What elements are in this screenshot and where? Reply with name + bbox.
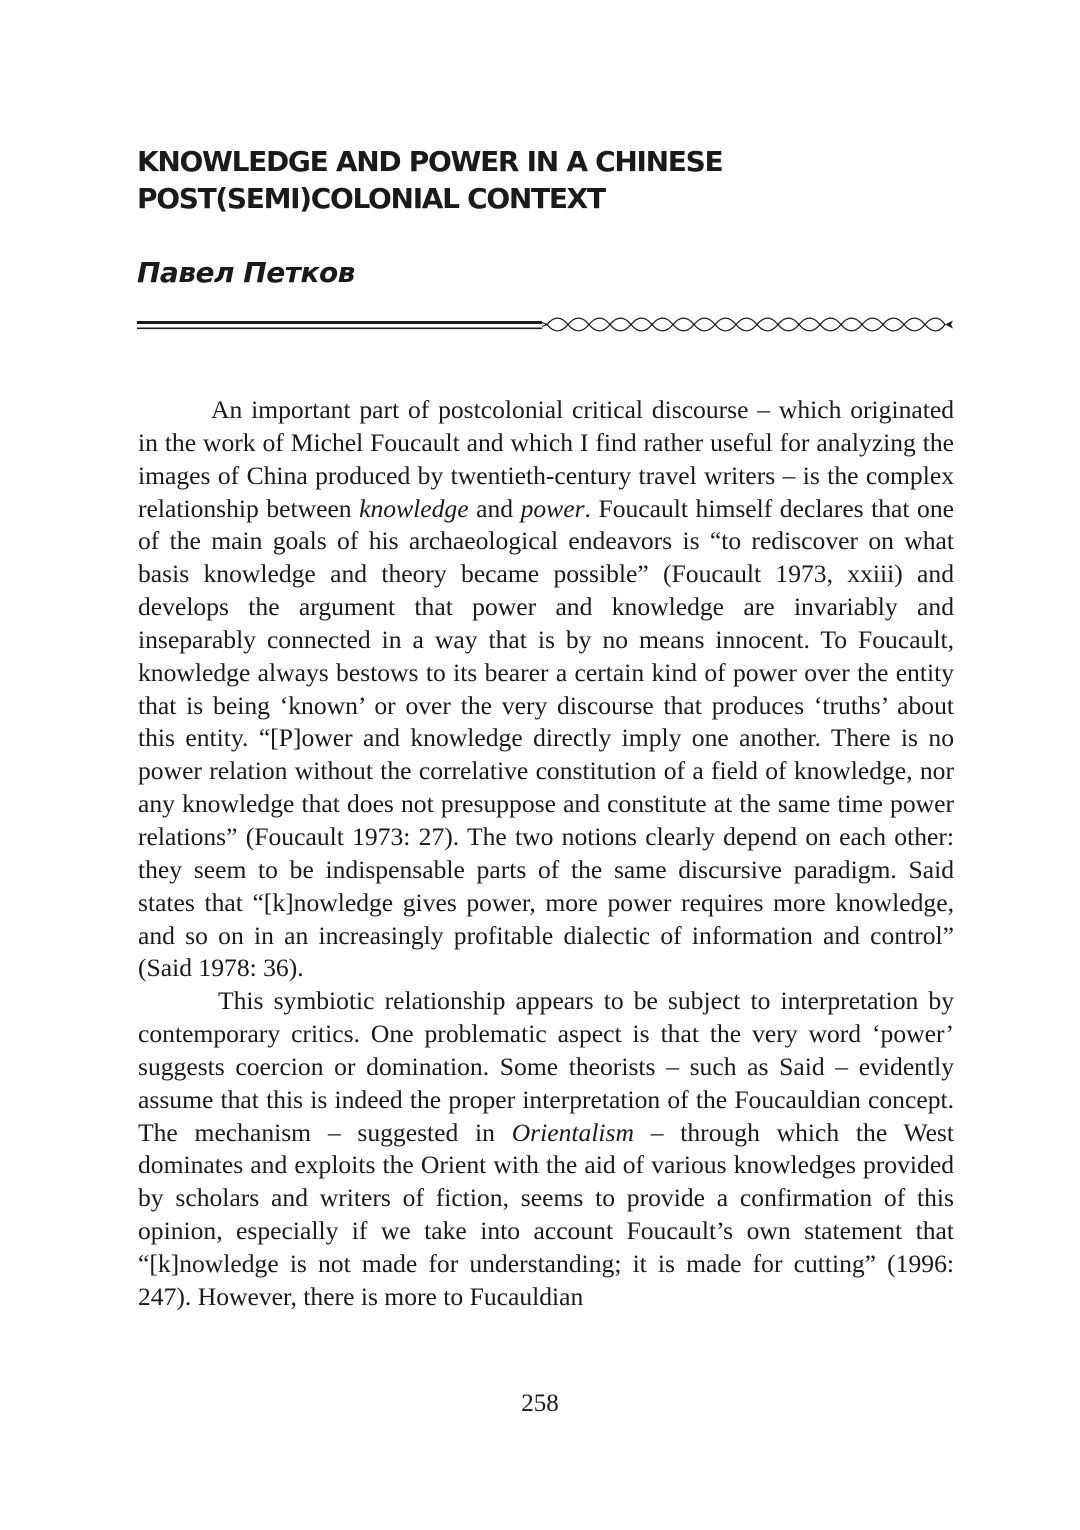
article-title: [137, 143, 957, 217]
emphasis-orientalism: Orientalism: [511, 1117, 634, 1147]
page-number: 258: [521, 1390, 559, 1417]
body-paragraph-1: An important part of postcolonial critical discourse – which originated in the work of Michel Foucault and which I find rather useful for analyzing the images of China produced by twentieth-century travel writers – is the complex relationship between knowledge and power. Foucault himself declares that one of the main goals of his archaeological endeavors is “to rediscover on what basis knowledge and theory became possible” (Foucault 1973, xxiii) and develops the argument that power and knowledge are invariably and inseparably connected in a way that is by no means innocent. To Foucault, knowledge always bestows to its bearer a certain kind of power over the entity that is being ‘known’ or over the very discourse that produces ‘truths’ about this entity. “[P]ower and knowledge directly imply one another. There is no power relation without the correlative constitution of a field of knowledge, nor any knowledge that does not presuppose and constitute at the same time power relations” (Foucault 1973: 27). The two notions clearly depend on each other: they seem to be indispensable parts of the same discursive paradigm. Said states that “[k]nowledge gives power, more power requires more knowledge, and so on in an increasingly profitable dialectic of information and control” (Said 1978: 36).: [138, 395, 954, 983]
article-body: [138, 394, 954, 1314]
body-paragraph-2: This symbiotic relationship appears to be subject to interpretation by contemporary critics. One problematic aspect is that the very word ‘power’ suggests coercion or domination. Some theorists – such as Said – evidently assume that this is indeed the proper interpretation of the Foucauldian concept. The mechanism – suggested in Orientalism – through which the West dominates and exploits the Orient with the aid of various knowledges provided by scholars and writers of fiction, seems to provide a confirmation of this opinion, especially if we take into account Foucault’s own statement that “[k]nowledge is not made for understanding; it is made for cutting” (1996: 247). However, there is more to Fucauldian: [138, 986, 955, 1311]
author-name: Павел Петков: [137, 256, 355, 289]
article-title-line-2: POST(SEMI)COLONIAL CONTEXT: [137, 182, 605, 215]
article-title-line-1: KNOWLEDGE AND POWER IN A CHINESE: [137, 145, 723, 178]
double-rule-ornament-icon: [137, 314, 957, 336]
emphasis-power: power: [520, 493, 585, 523]
emphasis-knowledge: knowledge: [359, 493, 469, 523]
